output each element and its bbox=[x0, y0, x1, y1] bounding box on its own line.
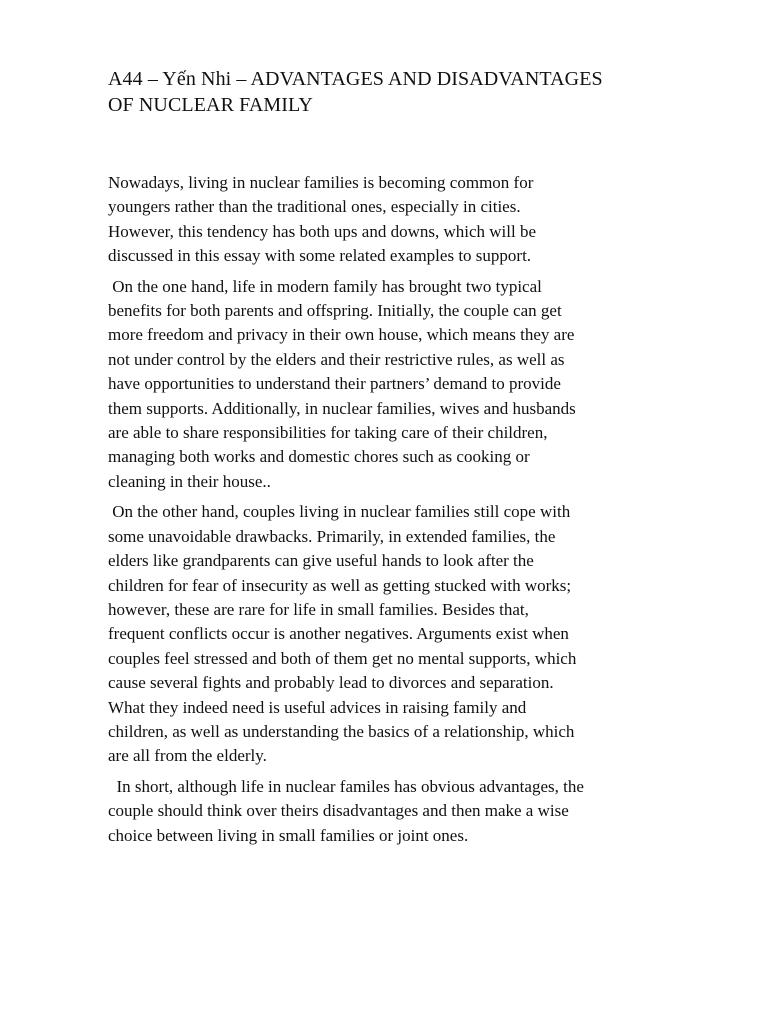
text-line: have opportunities to understand their partners’ demand to provide bbox=[108, 374, 561, 394]
title-line: OF NUCLEAR FAMILY bbox=[108, 94, 313, 116]
paragraph-conclusion bbox=[108, 775, 698, 848]
text-line: On the other hand, couples living in nuclear families still cope with bbox=[108, 502, 571, 522]
text-line: some unavoidable drawbacks. Primarily, in extended families, the bbox=[108, 526, 556, 546]
text-line: What they indeed need is useful advices in raising family and bbox=[108, 697, 527, 717]
text-line: youngers rather than the traditional ones, especially in cities. bbox=[108, 197, 521, 217]
text-line: managing both works and domestic chores such as cooking or bbox=[108, 447, 530, 467]
text-line: couples feel stressed and both of them get no mental supports, which bbox=[108, 648, 577, 668]
title-line: A44 – Yến Nhi – ADVANTAGES AND DISADVANTAGES bbox=[108, 68, 603, 90]
text-line: frequent conflicts occur is another negatives. Arguments exist when bbox=[108, 624, 569, 644]
text-line: On the one hand, life in modern family has brought two typical bbox=[108, 276, 542, 296]
paragraph-disadvantages bbox=[108, 500, 698, 768]
text-line: them supports. Additionally, in nuclear families, wives and husbands bbox=[108, 398, 576, 418]
text-line: choice between living in small families or joint ones. bbox=[108, 825, 469, 845]
text-line: In short, although life in nuclear familes has obvious advantages, the bbox=[108, 776, 584, 796]
paragraph-introduction bbox=[108, 171, 698, 269]
text-line: discussed in this essay with some related examples to support. bbox=[108, 246, 532, 266]
text-line: benefits for both parents and offspring. Initially, the couple can get bbox=[108, 301, 562, 321]
text-line: are all from the elderly. bbox=[108, 746, 267, 766]
text-line: not under control by the elders and their restrictive rules, as well as bbox=[108, 349, 565, 369]
text-line: cause several fights and probably lead to divorces and separation. bbox=[108, 673, 554, 693]
text-line: elders like grandparents can give useful hands to look after the bbox=[108, 551, 534, 571]
text-line: however, these are rare for life in small families. Besides that, bbox=[108, 599, 529, 619]
document-body bbox=[108, 171, 698, 848]
text-line: Nowadays, living in nuclear families is becoming common for bbox=[108, 173, 534, 192]
document-page bbox=[108, 66, 698, 854]
text-line: couple should think over theirs disadvantages and then make a wise bbox=[108, 801, 569, 821]
text-line: children, as well as understanding the basics of a relationship, which bbox=[108, 721, 575, 741]
document-title bbox=[108, 66, 698, 118]
text-line: are able to share responsibilities for taking care of their children, bbox=[108, 423, 548, 443]
text-line: However, this tendency has both ups and downs, which will be bbox=[108, 221, 537, 241]
text-line: cleaning in their house.. bbox=[108, 471, 271, 491]
paragraph-advantages bbox=[108, 275, 698, 495]
text-line: more freedom and privacy in their own house, which means they are bbox=[108, 325, 575, 345]
text-line: children for fear of insecurity as well as getting stucked with works; bbox=[108, 575, 572, 595]
